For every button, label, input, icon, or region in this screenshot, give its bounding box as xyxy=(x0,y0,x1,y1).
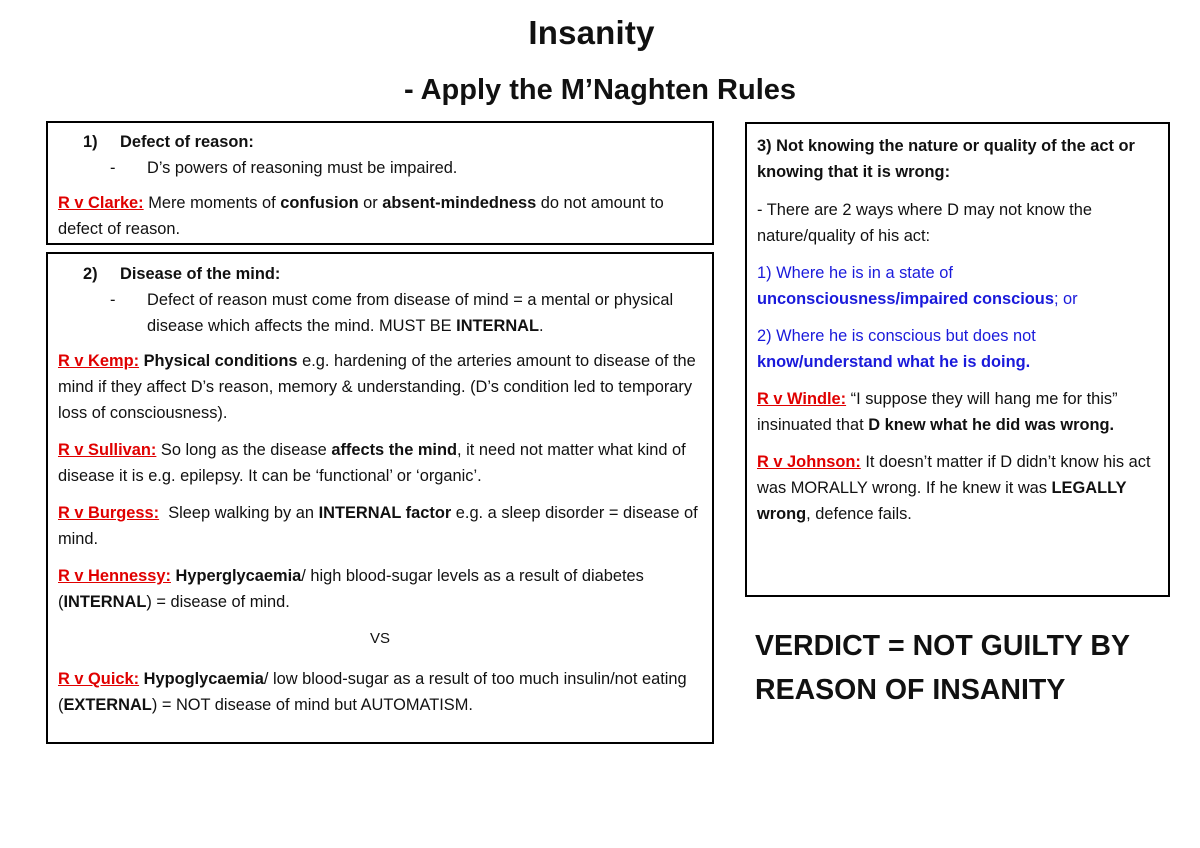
case-bold-text: INTERNAL xyxy=(63,593,147,611)
way-text-end: ; or xyxy=(1053,290,1078,308)
disease-of-mind-box xyxy=(46,252,714,744)
way-bold-text: know/understand what he is doing. xyxy=(757,353,1031,371)
case-bold-text: EXTERNAL xyxy=(63,696,152,714)
case-bold-text: Physical conditions xyxy=(139,352,298,370)
case-bold-text: INTERNAL factor xyxy=(318,504,452,522)
case-hennessy xyxy=(58,563,702,615)
page-title: Insanity xyxy=(528,14,655,51)
heading-text: Disease of the mind: xyxy=(120,265,281,283)
case-name: R v Sullivan: xyxy=(58,441,157,459)
case-name: R v Burgess: xyxy=(58,504,160,522)
case-text: So long as the disease xyxy=(156,441,332,459)
bullet-point xyxy=(58,155,702,181)
case-bold-text: confusion xyxy=(280,194,359,212)
way-two xyxy=(757,323,1158,375)
page-subtitle: - Apply the M’Naghten Rules xyxy=(403,74,797,106)
intro-text: - There are 2 ways where D may not know the nature/quality of his act: xyxy=(757,201,1092,245)
case-text: , defence fails. xyxy=(806,505,912,523)
dash-bullet: - xyxy=(110,159,116,177)
case-text: ) = disease of mind. xyxy=(146,593,290,611)
case-quick xyxy=(58,666,702,718)
case-text: / low blood-sugar as a result of too much insulin/not eating ( xyxy=(58,670,687,714)
bullet-text-part: Defect of reason must come from disease of mind = a mental or physical disease which affects the mind. MUST BE xyxy=(147,291,674,335)
case-text: ) = NOT disease of mind but AUTOMATISM. xyxy=(151,696,473,714)
case-text: “I suppose they will hang me for this” insinuated that xyxy=(757,390,1118,434)
case-bold-text: affects the mind xyxy=(331,441,458,459)
case-name: R v Clarke: xyxy=(58,194,144,212)
bullet-text-end: . xyxy=(539,317,544,335)
bullet-text xyxy=(147,287,702,339)
way-text: 1) Where he is in a state of xyxy=(757,264,953,282)
bullet-bold-text: INTERNAL xyxy=(456,317,539,335)
case-clarke xyxy=(58,190,702,242)
heading-number: 1) xyxy=(83,133,98,151)
case-kemp xyxy=(58,348,702,426)
case-text: / high blood-sugar levels as a result of diabetes ( xyxy=(58,567,644,611)
case-text: do not amount to defect of reason. xyxy=(58,194,664,238)
case-text: e.g. hardening of the arteries amount to disease of the mind if they affect D’s reason, memory & understanding. (D’s condition led to temporary loss of consciousness). xyxy=(58,352,696,422)
heading-text: Defect of reason: xyxy=(120,133,254,151)
case-johnson xyxy=(757,449,1158,527)
case-name: R v Johnson: xyxy=(757,453,861,471)
way-one xyxy=(757,260,1158,312)
nature-quality-box xyxy=(745,122,1170,597)
disease-of-mind-heading xyxy=(58,261,702,287)
case-bold-text: absent-mindedness xyxy=(382,194,537,212)
case-name: R v Quick: xyxy=(58,670,140,688)
case-bold-text: Hyperglycaemia xyxy=(170,567,302,585)
case-bold-text: D knew what he did was wrong. xyxy=(868,416,1115,434)
defect-of-reason-box xyxy=(46,121,714,245)
case-windle xyxy=(757,386,1158,438)
nature-quality-heading: 3) Not knowing the nature or quality of the act or knowing that it is wrong: xyxy=(757,137,1135,181)
verdict-text: VERDICT = NOT GUILTY BY REASON OF INSANITY xyxy=(755,630,1130,706)
dash-bullet: - xyxy=(110,291,116,309)
case-bold-text: Hypoglycaemia xyxy=(139,670,264,688)
case-name: R v Kemp: xyxy=(58,352,140,370)
case-text: or xyxy=(358,194,383,212)
way-bold-text: unconsciousness/impaired conscious xyxy=(757,290,1054,308)
case-sullivan xyxy=(58,437,702,489)
case-text: e.g. a sleep disorder = disease of mind. xyxy=(58,504,698,548)
bullet-text: D’s powers of reasoning must be impaired. xyxy=(147,159,458,177)
case-text: Mere moments of xyxy=(143,194,281,212)
case-burgess xyxy=(58,500,702,552)
case-text: , it need not matter what kind of disease it is e.g. epilepsy. It can be ‘functional’ or ‘organic’. xyxy=(58,441,686,485)
heading-number: 2) xyxy=(83,265,98,283)
defect-of-reason-heading xyxy=(58,129,702,155)
bullet-point xyxy=(58,287,702,339)
versus-label: VS xyxy=(369,630,390,647)
case-text: Sleep walking by an xyxy=(159,504,319,522)
case-text: It doesn’t matter if D didn’t know his act was MORALLY wrong. If he knew it was xyxy=(757,453,1151,497)
case-bold-text: LEGALLY wrong xyxy=(757,479,1127,523)
case-name: R v Windle: xyxy=(757,390,847,408)
way-text: 2) Where he is conscious but does not xyxy=(757,327,1036,345)
case-name: R v Hennessy: xyxy=(58,567,171,585)
